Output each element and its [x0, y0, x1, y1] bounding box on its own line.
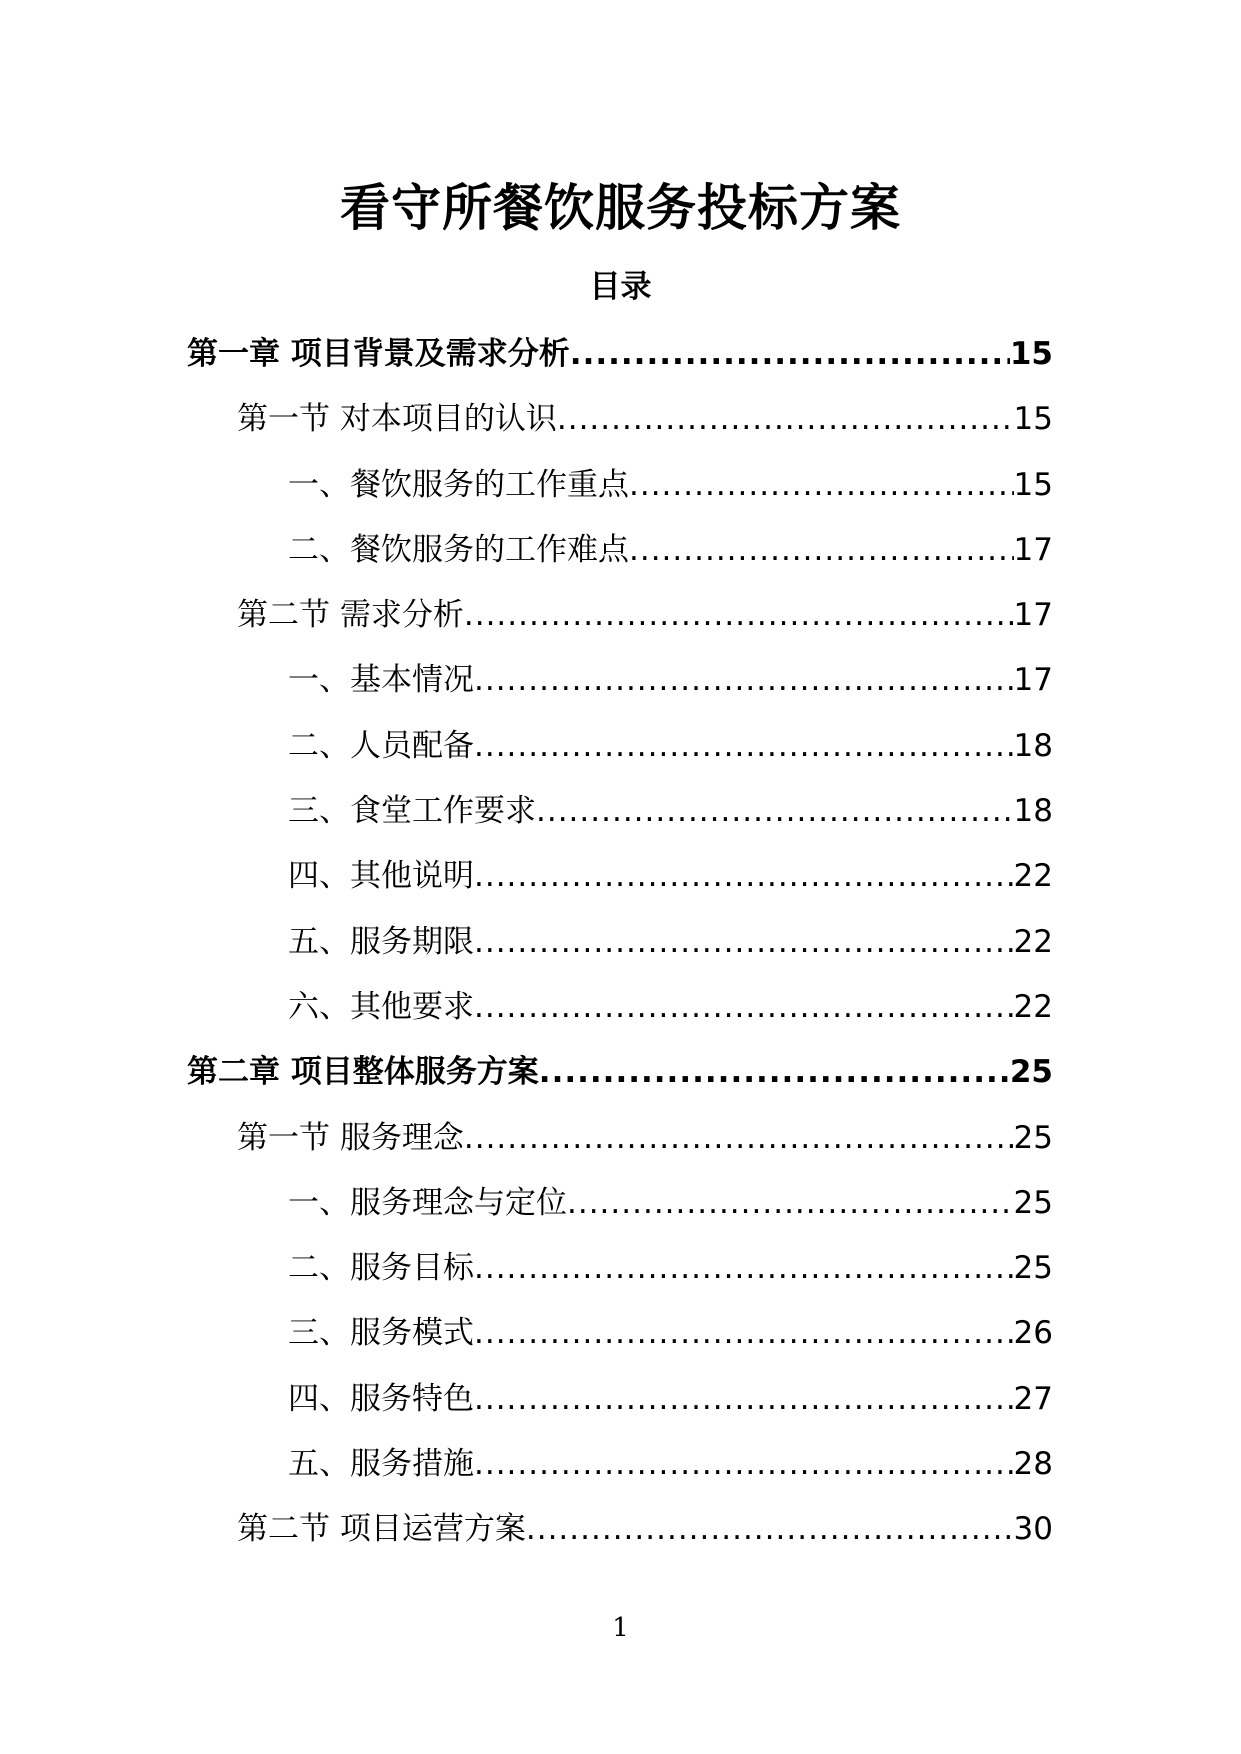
table-of-contents — [187, 326, 1053, 1567]
page-number: 1 — [612, 1613, 629, 1643]
toc-entry-page: 22 — [1013, 988, 1053, 1025]
toc-leader-dots — [570, 326, 1010, 382]
toc-entry-page: 25 — [1013, 1119, 1053, 1156]
toc-leader-dots — [567, 1175, 1014, 1231]
toc-entry-label: 三、食堂工作要求 — [288, 793, 536, 830]
toc-entry-label: 第一章 项目背景及需求分析 — [187, 336, 570, 372]
toc-entry-label: 第一节 对本项目的认识 — [237, 401, 557, 438]
toc-entry-page: 30 — [1013, 1511, 1053, 1548]
toc-leader-dots — [629, 522, 1014, 578]
toc-entry-page: 18 — [1013, 793, 1053, 830]
toc-entry-page: 15 — [1009, 336, 1053, 372]
toc-leader-dots — [474, 914, 1014, 970]
toc-leader-dots — [539, 1044, 1010, 1100]
toc-entry-subsection[interactable] — [187, 457, 1053, 522]
toc-entry-page: 15 — [1013, 466, 1053, 503]
toc-entry-subsection[interactable] — [187, 783, 1053, 848]
toc-entry-page: 28 — [1013, 1446, 1053, 1483]
toc-entry-page: 22 — [1013, 858, 1053, 895]
toc-leader-dots — [464, 1110, 1014, 1166]
toc-entry-subsection[interactable] — [187, 522, 1053, 587]
toc-entry-page: 27 — [1013, 1380, 1053, 1417]
toc-entry-page: 17 — [1013, 597, 1053, 634]
toc-entry-section[interactable] — [187, 1110, 1053, 1175]
toc-entry-subsection[interactable] — [187, 1240, 1053, 1305]
toc-entry-page: 26 — [1013, 1315, 1053, 1352]
toc-heading: 目录 — [589, 269, 652, 305]
toc-entry-subsection[interactable] — [187, 652, 1053, 717]
toc-entry-subsection[interactable] — [187, 1305, 1053, 1370]
toc-entry-subsection[interactable] — [187, 848, 1053, 913]
toc-entry-label: 五、服务期限 — [288, 923, 474, 960]
toc-entry-label: 四、其他说明 — [288, 858, 474, 895]
toc-entry-label: 一、服务理念与定位 — [288, 1184, 567, 1221]
toc-leader-dots — [536, 783, 1014, 839]
toc-entry-page: 17 — [1013, 531, 1053, 568]
toc-entry-label: 四、服务特色 — [288, 1380, 474, 1417]
toc-entry-section[interactable] — [187, 587, 1053, 652]
toc-entry-page: 25 — [1009, 1054, 1053, 1091]
toc-leader-dots — [629, 457, 1014, 513]
toc-entry-page: 15 — [1013, 401, 1053, 438]
toc-leader-dots — [474, 979, 1014, 1035]
toc-leader-dots — [464, 587, 1014, 643]
toc-leader-dots — [474, 1436, 1014, 1492]
toc-entry-subsection[interactable] — [187, 1175, 1053, 1240]
toc-entry-subsection[interactable] — [187, 914, 1053, 979]
toc-entry-label: 三、服务模式 — [288, 1315, 474, 1352]
toc-entry-section[interactable] — [187, 391, 1053, 456]
toc-leader-dots — [474, 652, 1014, 708]
toc-leader-dots — [474, 1305, 1014, 1361]
toc-leader-dots — [474, 848, 1014, 904]
document-title: 看守所餐饮服务投标方案 — [340, 179, 901, 237]
toc-entry-subsection[interactable] — [187, 979, 1053, 1044]
toc-entry-label: 一、餐饮服务的工作重点 — [288, 466, 629, 503]
toc-entry-label: 五、服务措施 — [288, 1446, 474, 1483]
toc-entry-label: 六、其他要求 — [288, 988, 474, 1025]
toc-entry-chapter-2[interactable] — [187, 1044, 1053, 1109]
toc-entry-label: 二、人员配备 — [288, 727, 474, 764]
toc-leader-dots — [557, 391, 1014, 447]
toc-entry-label: 第二节 需求分析 — [237, 597, 464, 634]
toc-entry-label: 一、基本情况 — [288, 662, 474, 699]
toc-entry-label: 二、餐饮服务的工作难点 — [288, 531, 629, 568]
toc-entry-subsection[interactable] — [187, 718, 1053, 783]
toc-entry-subsection[interactable] — [187, 1436, 1053, 1501]
toc-entry-label: 二、服务目标 — [288, 1250, 474, 1287]
toc-entry-section[interactable] — [187, 1501, 1053, 1566]
toc-entry-subsection[interactable] — [187, 1371, 1053, 1436]
toc-entry-label: 第一节 服务理念 — [237, 1119, 464, 1156]
toc-entry-page: 25 — [1013, 1184, 1053, 1221]
toc-leader-dots — [474, 1371, 1014, 1427]
toc-leader-dots — [474, 1240, 1014, 1296]
toc-leader-dots — [474, 718, 1014, 774]
toc-entry-page: 18 — [1013, 727, 1053, 764]
toc-leader-dots — [526, 1501, 1014, 1557]
toc-entry-page: 17 — [1013, 662, 1053, 699]
toc-entry-page: 25 — [1013, 1250, 1053, 1287]
toc-entry-page: 22 — [1013, 923, 1053, 960]
toc-entry-label: 第二章 项目整体服务方案 — [187, 1054, 539, 1091]
toc-entry-label: 第二节 项目运营方案 — [237, 1511, 526, 1548]
toc-entry-chapter-1[interactable] — [187, 326, 1053, 391]
